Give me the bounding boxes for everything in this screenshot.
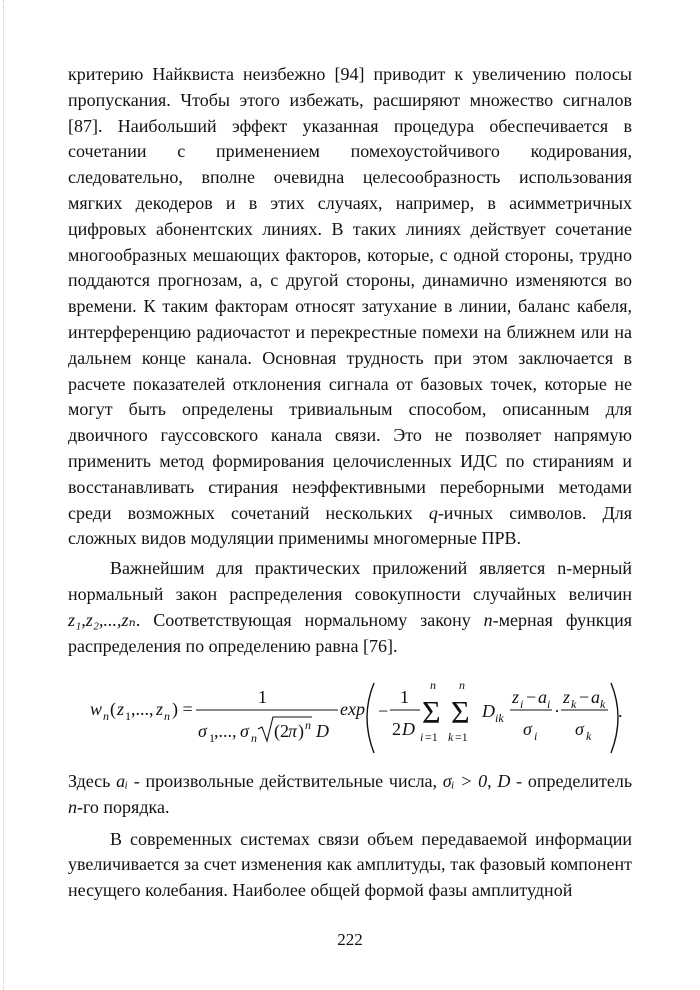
svg-text:.: . (618, 701, 623, 721)
svg-text:z: z (563, 687, 571, 707)
svg-text:i: i (547, 697, 551, 711)
variables-z: z₁,z₂,...,zₙ (68, 609, 136, 630)
svg-text:i: i (534, 729, 538, 743)
svg-text:·: · (554, 701, 560, 721)
svg-text:a: a (538, 687, 547, 707)
svg-text:,...,: ,..., (214, 721, 237, 741)
svg-text:n: n (103, 709, 109, 723)
svg-text:(2: (2 (274, 721, 289, 741)
svg-text:ik: ik (495, 711, 504, 725)
svg-text:−: − (526, 687, 537, 707)
formula-exp: exp (340, 699, 365, 719)
svg-text:k: k (571, 697, 577, 711)
svg-text:π: π (288, 721, 298, 741)
a-i-symbol: aᵢ (116, 771, 128, 791)
svg-text:−: − (579, 687, 590, 707)
svg-text:1: 1 (125, 709, 131, 723)
page-number: 222 (337, 930, 363, 949)
paragraph-1-tail: -ичных символов. Для сложных видов модуляции применимы многомерные ПРВ. (68, 502, 632, 549)
svg-text:a: a (591, 687, 600, 707)
page-body (68, 62, 632, 659)
svg-text:=1: =1 (455, 730, 468, 744)
svg-text:σ: σ (523, 719, 532, 739)
svg-text:n: n (459, 678, 465, 692)
paragraph-2-text-a: Важнейшим для практических приложений является n-мерный нормальный закон распределения совокупности случайных величин (68, 558, 632, 604)
paragraph-2 (68, 556, 632, 659)
page-body-lower (68, 769, 632, 904)
formula-lhs-w: w (90, 699, 103, 719)
svg-text:(: ( (110, 699, 116, 719)
paragraph-1 (68, 62, 632, 552)
svg-text:1: 1 (400, 687, 409, 707)
svg-text:k: k (586, 729, 592, 743)
svg-text:k: k (448, 730, 454, 744)
sum-i: Σ (422, 694, 441, 730)
paragraph-2-text-b: . Соответствующая нормальному закону (135, 609, 471, 630)
svg-text:) =: ) = (172, 699, 193, 719)
svg-text:n: n (164, 709, 170, 723)
normal-distribution-formula (90, 677, 630, 767)
paragraph-4: В современных системах связи объем передаваемой информации увеличивается за счет изменения как амплитуды, так фазовый компонент несущего колебания. Наиболее общей формой фазы амплитудной (68, 828, 632, 901)
svg-text:1: 1 (209, 731, 215, 745)
svg-text:): ) (298, 721, 304, 741)
D-symbol: D (497, 771, 511, 791)
svg-text:z: z (117, 699, 125, 719)
svg-text:n: n (305, 718, 311, 732)
svg-text:i: i (420, 730, 424, 744)
svg-text:D: D (482, 701, 495, 721)
paragraph-1-text: критерию Найквиста неизбежно [94] приводит к увеличению полосы пропускания. Чтобы этого избежать, расширяют множество сигналов [87]. Наибольший эффект указанная процедура обеспечивается в сочетании с применением помехоустойчивого кодирования, следовательно, вполне очевидна целесообразность использования мягких декодеров и в этих случаях, например, в асимметричных цифровых абонентских линиях. В таких линиях действует сочетание многообразных мешающих факторов, которые, с одной стороны, трудно поддаются прогнозам, а, с другой стороны, динамично изменяются во времени. К таким факторам относят затухание в линии, баланс кабеля, интерференцию радиочастот и перекрестные помехи на ближнем или на дальнем конце канала. Основная трудность при этом заключается в расчете показателей отклонения сигнала от базовых точек, которые не могут быть определены тривиальным способом, описанным для двоичного гауссовского канала связи. Это не позволяет напрямую применить метод формирования целочисленных ИДС по стираниям и восстанавливать стирания неэффективными переборными методами среди возможных сочетаний нескольких (68, 64, 632, 523)
paragraph-3: Здесь aᵢ - произвольные действительные числа, σᵢ > 0, D - определитель n-го порядка. (68, 771, 633, 817)
svg-text:,...,: ,..., (131, 699, 154, 719)
page-edge (3, 0, 5, 990)
svg-text:σ: σ (198, 721, 207, 741)
q-symbol: q (428, 502, 438, 523)
svg-text:=1: =1 (425, 730, 438, 744)
svg-text:n: n (251, 731, 257, 745)
svg-text:i: i (520, 697, 524, 711)
svg-text:σ: σ (575, 719, 584, 739)
paragraph-2-text-c: -мерная функция распределения по определению равна [76]. (68, 609, 632, 656)
formula-svg (90, 677, 630, 767)
svg-text:k: k (600, 697, 606, 711)
svg-text:z: z (156, 699, 164, 719)
svg-text:D: D (316, 721, 329, 741)
svg-text:D: D (402, 719, 415, 739)
formula-numerator: 1 (258, 687, 267, 707)
svg-text:σ: σ (240, 721, 249, 741)
sum-k: Σ (451, 694, 470, 730)
svg-text:−: − (378, 701, 389, 721)
svg-text:2: 2 (392, 719, 401, 739)
svg-text:n: n (430, 678, 436, 692)
n-symbol: n (483, 609, 493, 630)
svg-text:z: z (512, 687, 520, 707)
sigma-condition: σᵢ > 0 (442, 771, 488, 791)
